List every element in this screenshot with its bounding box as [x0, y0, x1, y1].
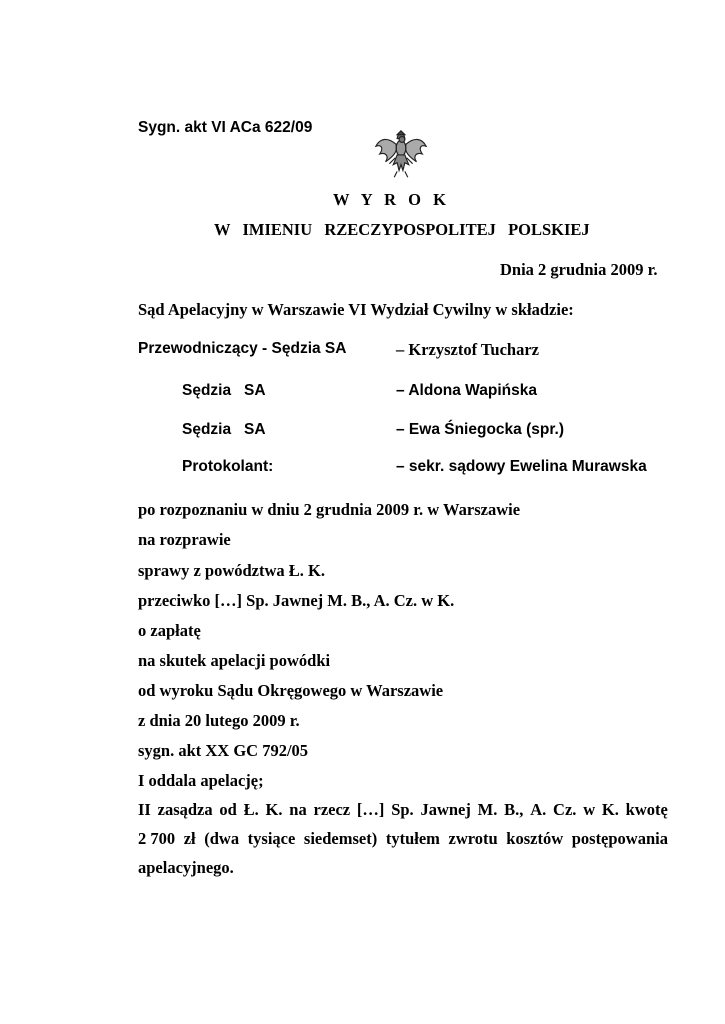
- judgment-title: W Y R O K: [333, 190, 450, 209]
- ruling-ii-line-1: [138, 800, 668, 820]
- body-line: sygn. akt XX GC 792/05: [138, 741, 309, 760]
- ruling-word: (dwa: [204, 829, 240, 848]
- ruling-word: zł: [183, 829, 196, 848]
- ruling-word: Jawnej: [420, 800, 471, 819]
- body-line: sprawy z powództwa Ł. K.: [138, 561, 326, 580]
- body-line: z dnia 20 lutego 2009 r.: [138, 711, 300, 730]
- body-line: od wyroku Sądu Okręgowego w Warszawie: [138, 681, 444, 700]
- polish-eagle-emblem-icon: [372, 125, 430, 183]
- ruling-ii-line-2: [138, 829, 668, 849]
- ruling-word: na: [289, 800, 307, 819]
- ruling-word: Ł.: [243, 800, 259, 819]
- body-line: o zapłatę: [138, 621, 201, 640]
- ruling-word: kwotę: [625, 800, 668, 819]
- body-line: po rozpoznaniu w dniu 2 grudnia 2009 r. w Warszawie: [138, 500, 521, 519]
- court-composition: Sąd Apelacyjny w Warszawie VI Wydział Cywilny w składzie:: [138, 300, 574, 319]
- ruling-word: K.: [265, 800, 283, 819]
- body-line: przeciwko […] Sp. Jawnej M. B., A. Cz. w K.: [138, 591, 455, 610]
- ruling-ii-line-3: apelacyjnego.: [138, 858, 234, 877]
- ruling-word: tysiące: [247, 829, 296, 848]
- ruling-word: w: [583, 800, 596, 819]
- ruling-word: rzecz: [313, 800, 351, 819]
- ruling-word: 2 700: [138, 829, 176, 848]
- panel-name-presiding: – Krzysztof Tucharz: [396, 340, 539, 359]
- panel-role-judge-2: Sędzia SA: [182, 421, 266, 438]
- ruling-word: […]: [356, 800, 385, 819]
- case-signature: Sygn. akt VI ACa 622/09: [138, 119, 313, 136]
- ruling-word: postępowania: [571, 829, 668, 848]
- body-line: I oddala apelację;: [138, 771, 264, 790]
- ruling-word: Cz.: [553, 800, 577, 819]
- judgment-subtitle: W IMIENIU RZECZYPOSPOLITEJ POLSKIEJ: [214, 220, 590, 239]
- ruling-word: II: [138, 800, 151, 819]
- ruling-word: od: [219, 800, 237, 819]
- panel-role-presiding: Przewodniczący - Sędzia SA: [138, 340, 347, 357]
- ruling-word: siedemset): [303, 829, 378, 848]
- body-line: na skutek apelacji powódki: [138, 651, 331, 670]
- judgment-date: Dnia 2 grudnia 2009 r.: [500, 260, 658, 279]
- body-line: na rozprawie: [138, 530, 231, 549]
- panel-name-clerk: – sekr. sądowy Ewelina Murawska: [396, 458, 647, 475]
- ruling-word: zasądza: [157, 800, 213, 819]
- panel-role-judge-1: Sędzia SA: [182, 382, 266, 399]
- ruling-word: A.: [530, 800, 547, 819]
- panel-name-judge-1: – Aldona Wapińska: [396, 382, 537, 399]
- ruling-word: M.: [477, 800, 498, 819]
- ruling-word: zwrotu: [448, 829, 498, 848]
- ruling-word: tytułem: [385, 829, 440, 848]
- panel-role-clerk: Protokolant:: [182, 458, 274, 475]
- ruling-word: Sp.: [391, 800, 414, 819]
- ruling-word: kosztów: [506, 829, 564, 848]
- panel-name-judge-2: – Ewa Śniegocka (spr.): [396, 421, 564, 438]
- ruling-word: K.: [601, 800, 619, 819]
- ruling-word: B.,: [504, 800, 524, 819]
